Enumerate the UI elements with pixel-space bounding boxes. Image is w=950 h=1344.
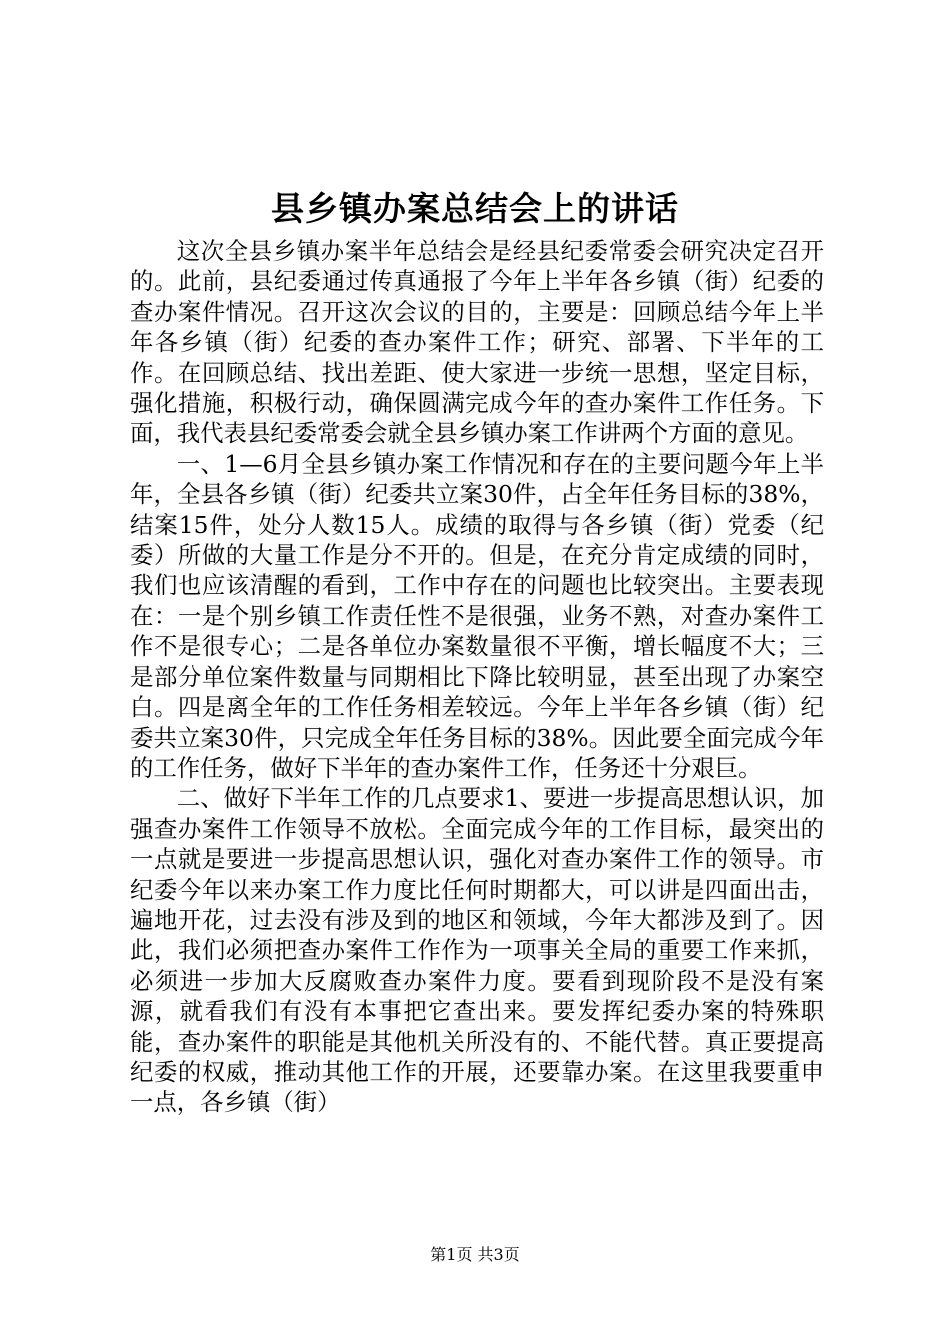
paragraph-intro: 这次全县乡镇办案半年总结会是经县纪委常委会研究决定召开的。此前，县纪委通过传真通报了今年上半年各乡镇（街）纪委的查办案件情况。召开这次会议的目的，主要是：回顾总结今年上半年各乡镇（街）纪委的查办案件工作；研究、部署、下半年的工作。在回顾总结、找出差距、使大家进一步统一思想，坚定目标，强化措施，积极行动，确保圆满完成今年的查办案件工作任务。下面，我代表县纪委常委会就全县乡镇办案工作讲两个方面的意见。	[130, 237, 824, 448]
document-title: 县乡镇办案总结会上的讲话	[271, 189, 679, 228]
page-number-footer: 第1页 共3页	[430, 1245, 520, 1264]
paragraph-section-two: 二、做好下半年工作的几点要求1、要进一步提高思想认识，加强查办案件工作领导不放松。全面完成今年的工作目标，最突出的一点就是要进一步提高思想认识，强化对查办案件工作的领导。市纪委今年以来办案工作力度比任何时期都大，可以讲是四面出击，遍地开花，过去没有涉及到的地区和领域，今年大都涉及到了。因此，我们必须把查办案件工作作为一项事关全局的重要工作来抓，必须进一步加大反腐败查办案件力度。要看到现阶段不是没有案源，就看我们有没有本事把它查出来。要发挥纪委办案的特殊职能，查办案件的职能是其他机关所没有的、不能代替。真正要提高纪委的权威，推动其他工作的开展，还要靠办案。在这里我要重申一点，各乡镇（街）	[130, 784, 824, 1117]
paragraph-section-one: 一、1—6月全县乡镇办案工作情况和存在的主要问题今年上半年，全县各乡镇（街）纪委共立案30件，占全年任务目标的38%，结案15件，处分人数15人。成绩的取得与各乡镇（街）党委（纪委）所做的大量工作是分不开的。但是，在充分肯定成绩的同时，我们也应该清醒的看到，工作中存在的问题也比较突出。主要表现在：一是个别乡镇工作责任性不是很强，业务不熟，对查办案件工作不是很专心；二是各单位办案数量很不平衡，增长幅度不大；三是部分单位案件数量与同期相比下降比较明显，甚至出现了办案空白。四是离全年的工作任务相差较远。今年上半年各乡镇（街）纪委共立案30件，只完成全年任务目标的38%。因此要全面完成今年的工作任务，做好下半年的查办案件工作，任务还十分艰巨。	[130, 449, 824, 782]
document-body	[130, 236, 824, 1118]
